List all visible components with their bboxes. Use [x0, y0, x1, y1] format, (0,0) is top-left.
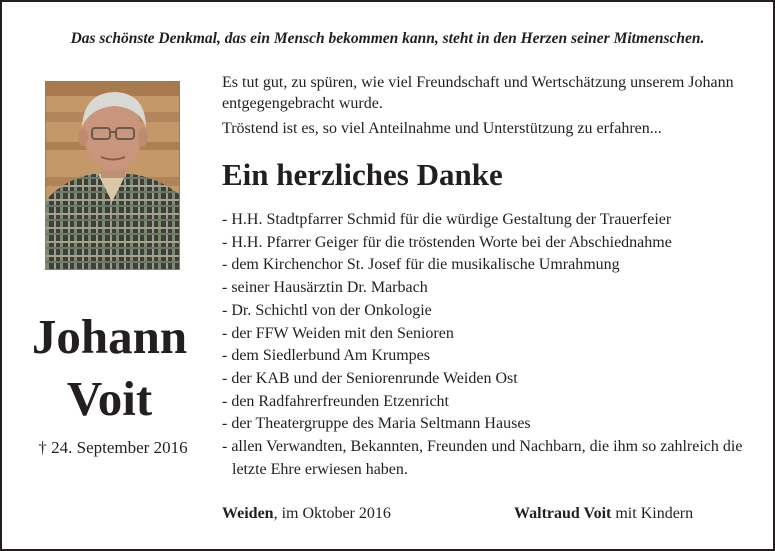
portrait-photo [45, 81, 180, 270]
thanks-item: - seiner Hausärztin Dr. Marbach [222, 279, 428, 297]
thanks-item: - der FFW Weiden mit den Senioren [222, 324, 454, 342]
thanks-item: - dem Siedlerbund Am Krumpes [222, 347, 430, 365]
intro-text [222, 72, 762, 139]
motto-quote: Das schönste Denkmal, das ein Mensch bekommen kann, steht in den Herzen seiner Mitmenschen. [70, 30, 705, 47]
deceased-last-name: Voit [66, 371, 153, 426]
place-name: Weiden [222, 505, 274, 522]
thanks-item: - H.H. Pfarrer Geiger für die tröstenden Worte bei der Abschiednahme [222, 233, 672, 251]
family-suffix: mit Kindern [611, 505, 694, 522]
thanks-heading: Ein herzliches Danke [222, 157, 503, 192]
thanks-item: - dem Kirchenchor St. Josef für die musikalische Umrahmung [222, 256, 620, 274]
deceased-first-name: Johann [31, 309, 188, 364]
death-date: † 24. September 2016 [38, 438, 188, 457]
footer-date: , im Oktober 2016 [273, 505, 391, 522]
intro-paragraph: Tröstend ist es, so viel Anteilnahme und Unterstützung zu erfahren... [222, 120, 662, 137]
thanks-item: - allen Verwandten, Bekannten, Freunden und Nachbarn, die ihm so zahlreich die letzte Ehre erwiesen haben. [222, 438, 743, 478]
footer-place-date [222, 505, 391, 523]
intro-paragraph: Es tut gut, zu spüren, wie viel Freundschaft und Wertschätzung unserem Johann entgegengebracht wurde. [222, 74, 734, 112]
footer-signature [514, 505, 693, 523]
thanks-list [222, 209, 767, 481]
thanks-item: - H.H. Stadtpfarrer Schmid für die würdige Gestaltung der Trauerfeier [222, 211, 672, 228]
family-name: Waltraud Voit [514, 505, 612, 522]
thanks-item: - Dr. Schichtl von der Onkologie [222, 301, 432, 319]
thanks-item: - der KAB und der Seniorenrunde Weiden Ost [222, 369, 518, 387]
thanks-item: - den Radfahrerfreunden Etzenricht [222, 392, 449, 410]
thanks-item: - der Theatergruppe des Maria Seltmann Hauses [222, 415, 531, 433]
